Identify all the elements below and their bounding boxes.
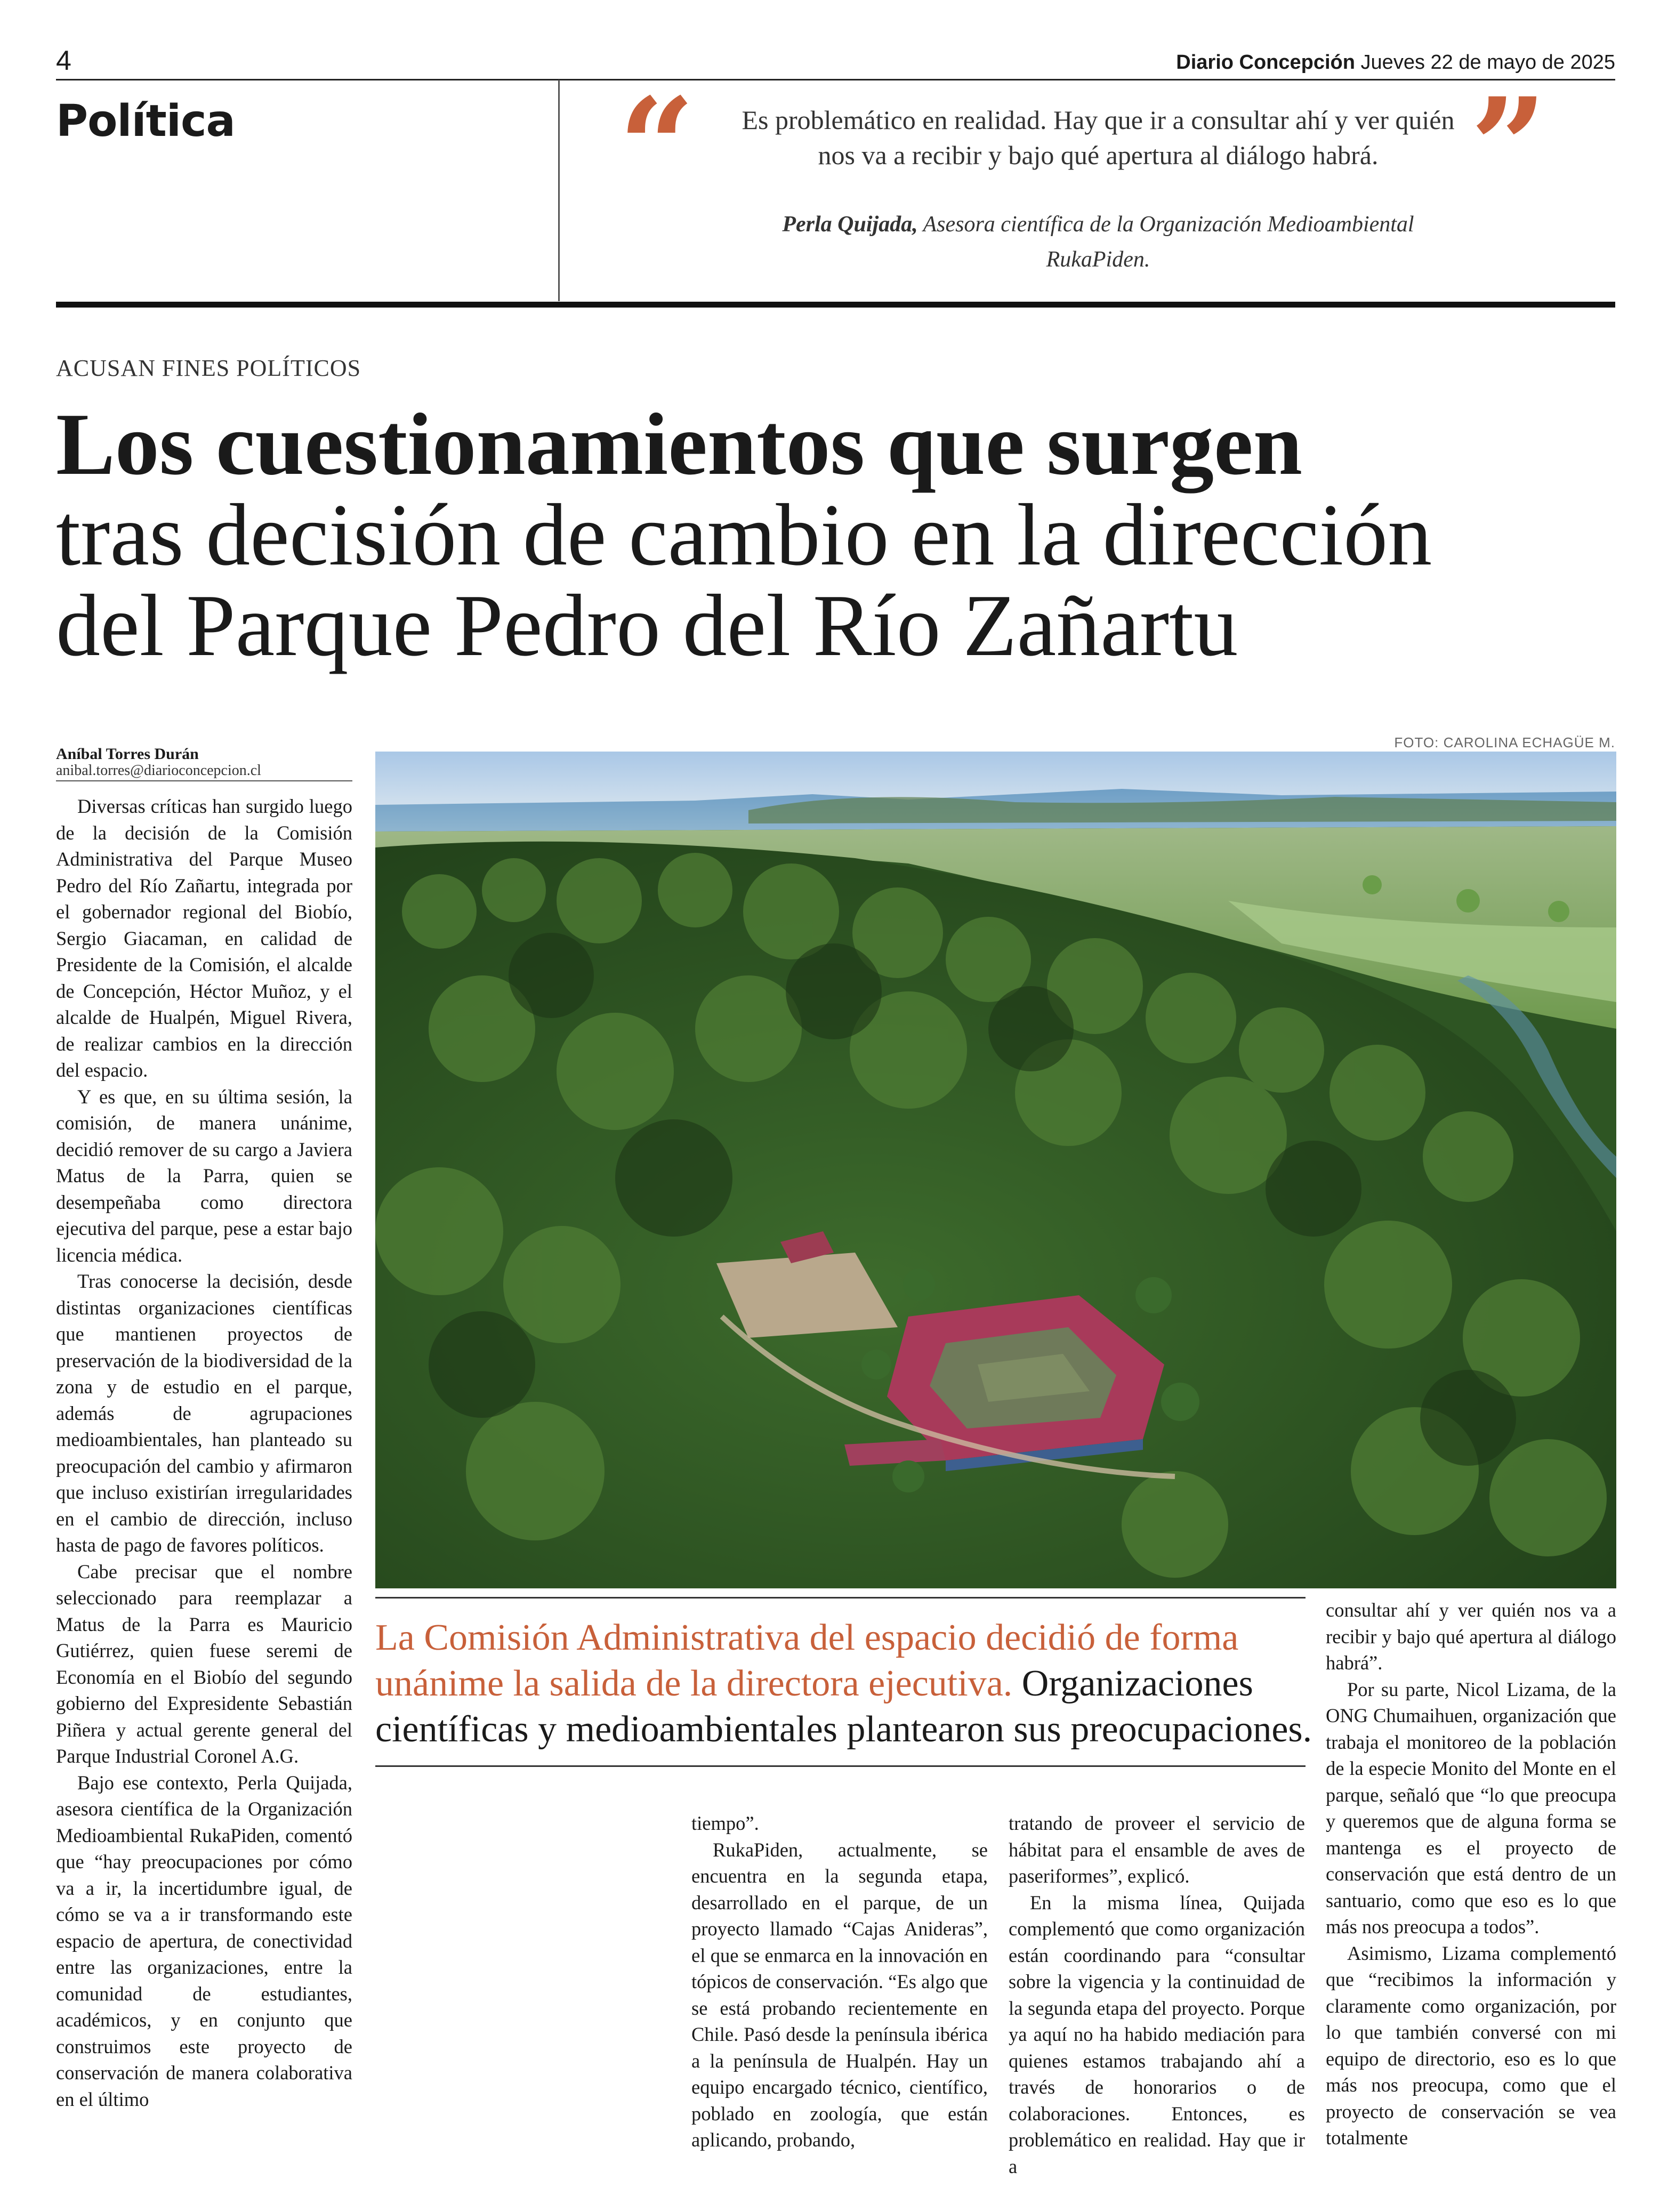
- paragraph: Asimismo, Lizama complementó que “recibimos la información y claramente como organización, por lo que también conversé con mi equipo de directorio, eso es lo que más nos preocupa, como que el proyecto de conservación se vea totalmente: [1326, 1942, 1616, 2149]
- body-column-1: [56, 793, 352, 2112]
- pull-quote-attribution: [746, 207, 1450, 277]
- pull-quote-text: Es problemático en realidad. Hay que ir a consultar ahí y ver quién nos va a recibir y bajo qué apertura al diálogo habrá.: [742, 105, 1455, 170]
- section-title: Política: [56, 96, 235, 147]
- paragraph: Tras conocerse la decisión, desde distintas organizaciones científicas que mantienen proyectos de preservación de la biodiversidad de la zona y de estudio en el parque, además de agrupaciones medioambientales, han planteado su preocupación del cambio y afirmaron que incluso existirían irregularidades en el cambio de dirección, incluso hasta de pago de favores políticos.: [56, 1270, 352, 1556]
- subhead-accent: La Comisión Administrativa del espacio decidió de forma unánime la salida de la directora ejecutiva.: [375, 1617, 1239, 1704]
- paragraph: consultar ahí y ver quién nos va a recibir y bajo qué apertura al diálogo habrá”.: [1326, 1599, 1616, 1674]
- paragraph: Cabe precisar que el nombre seleccionado para reemplazar a Matus de la Parra es Mauricio Gutiérrez, quien fuese seremi de Economía en el Biobío del segundo gobierno del Expresidente Sebastián Piñera y actual gerente general del Parque Industrial Coronel A.G.: [56, 1560, 352, 1767]
- aerial-park-photo: [375, 752, 1616, 1588]
- paragraph: tiempo”.: [691, 1812, 759, 1834]
- open-quote-mark: “: [618, 68, 695, 225]
- paragraph: Diversas críticas han surgido luego de la decisión de la Comisión Administrativa del Parque Museo Pedro del Río Zañartu, integrada por el gobernador regional del Biobío, Sergio Giacaman, en calidad de Presidente de la Comisión, el alcalde de Concepción, Héctor Muñoz, y el alcalde de Hualpén, Miguel Rivera, de realizar cambios en la dirección del espacio.: [56, 795, 352, 1081]
- subheadline: [375, 1615, 1314, 1753]
- headline: [56, 395, 1629, 674]
- paragraph: Y es que, en su última sesión, la comisión, de manera unánime, decidió remover de su cargo a Javiera Matus de la Parra, quien se desempeñaba como directora ejecutiva del parque, pese a estar bajo licencia médica.: [56, 1085, 352, 1266]
- byline-rule: [56, 780, 352, 781]
- headline-line-2: tras decisión de cambio en la dirección: [56, 486, 1432, 584]
- body-column-4: [1326, 1597, 1616, 2151]
- paragraph: RukaPiden, actualmente, se encuentra en la segunda etapa, desarrollado en el parque, de un proyecto llamado “Cajas Anideras”, el que se enmarca en la innovación en tópicos de conservación. “Es algo que se está probando recientemente en Chile. Pasó desde la península ibérica a la península de Hualpén. Hay un equipo encargado técnico, científico, poblado en zoología, que están aplicando, probando,: [691, 1838, 988, 2151]
- quote-role: Asesora científica de la Organización Medioambiental RukaPiden.: [923, 212, 1414, 272]
- body-column-2: [691, 1810, 988, 2153]
- quote-author: Perla Quijada,: [782, 212, 918, 237]
- photo-credit: FOTO: CAROLINA ECHAGÜE M.: [1394, 734, 1615, 750]
- header-thick-rule: [56, 302, 1615, 308]
- body-column-3: [1009, 1810, 1305, 2179]
- paragraph: Por su parte, Nicol Lizama, de la ONG Chumaihuen, organización que trabaja el monitoreo de la población de la especie Monito del Monte en el parque, señaló que “lo que preocupa y queremos que de alguna forma se mantenga es el proyecto de conservación que está dentro de un santuario, como que eso es lo que más nos preocupa a todos”.: [1326, 1678, 1616, 1937]
- top-rule: [56, 79, 1615, 80]
- paragraph: Bajo ese contexto, Perla Quijada, asesora científica de la Organización Medioambiental RukaPiden, comentó que “hay preocupaciones por cómo va a ir, la incertidumbre igual, de cómo se va a ir transformando este espacio de apertura, de conectividad entre las organizaciones, entre la comunidad de estudiantes, académicos, y en conjunto que construimos este proyecto de conservación de manera colaborativa en el último: [56, 1771, 352, 2110]
- masthead: [1176, 51, 1615, 74]
- subhead-rest: Organizaciones científicas y medioambientales plantearon sus preocupaciones.: [375, 1663, 1312, 1750]
- page-number: 4: [56, 45, 71, 76]
- close-quote-mark: ”: [1470, 68, 1547, 225]
- author-name: Aníbal Torres Durán: [56, 745, 199, 763]
- author-email[interactable]: anibal.torres@diarioconcepcion.cl: [56, 762, 261, 779]
- issue-date: Jueves 22 de mayo de 2025: [1360, 51, 1615, 74]
- header-divider: [558, 80, 560, 301]
- newspaper-name: Diario Concepción: [1176, 51, 1355, 74]
- paragraph: tratando de proveer el servicio de hábitat para el ensamble de aves de paseriformes”, explicó.: [1009, 1812, 1305, 1887]
- kicker: ACUSAN FINES POLÍTICOS: [56, 355, 361, 381]
- subhead-rule-top: [375, 1597, 1306, 1599]
- paragraph: En la misma línea, Quijada complementó que como organización están coordinando para “consultar sobre la vigencia y la continuidad de la segunda etapa del proyecto. Porque ya aquí no ha habido mediación para quienes estamos trabajando ahí a través de honorarios o de colaboraciones. Entonces, es problemático en realidad. Hay que ir a: [1009, 1891, 1305, 2177]
- headline-bold: Los cuestionamientos que surgen: [56, 395, 1303, 493]
- subhead-rule-bottom: [375, 1765, 1306, 1767]
- headline-line-3: del Parque Pedro del Río Zañartu: [56, 576, 1238, 674]
